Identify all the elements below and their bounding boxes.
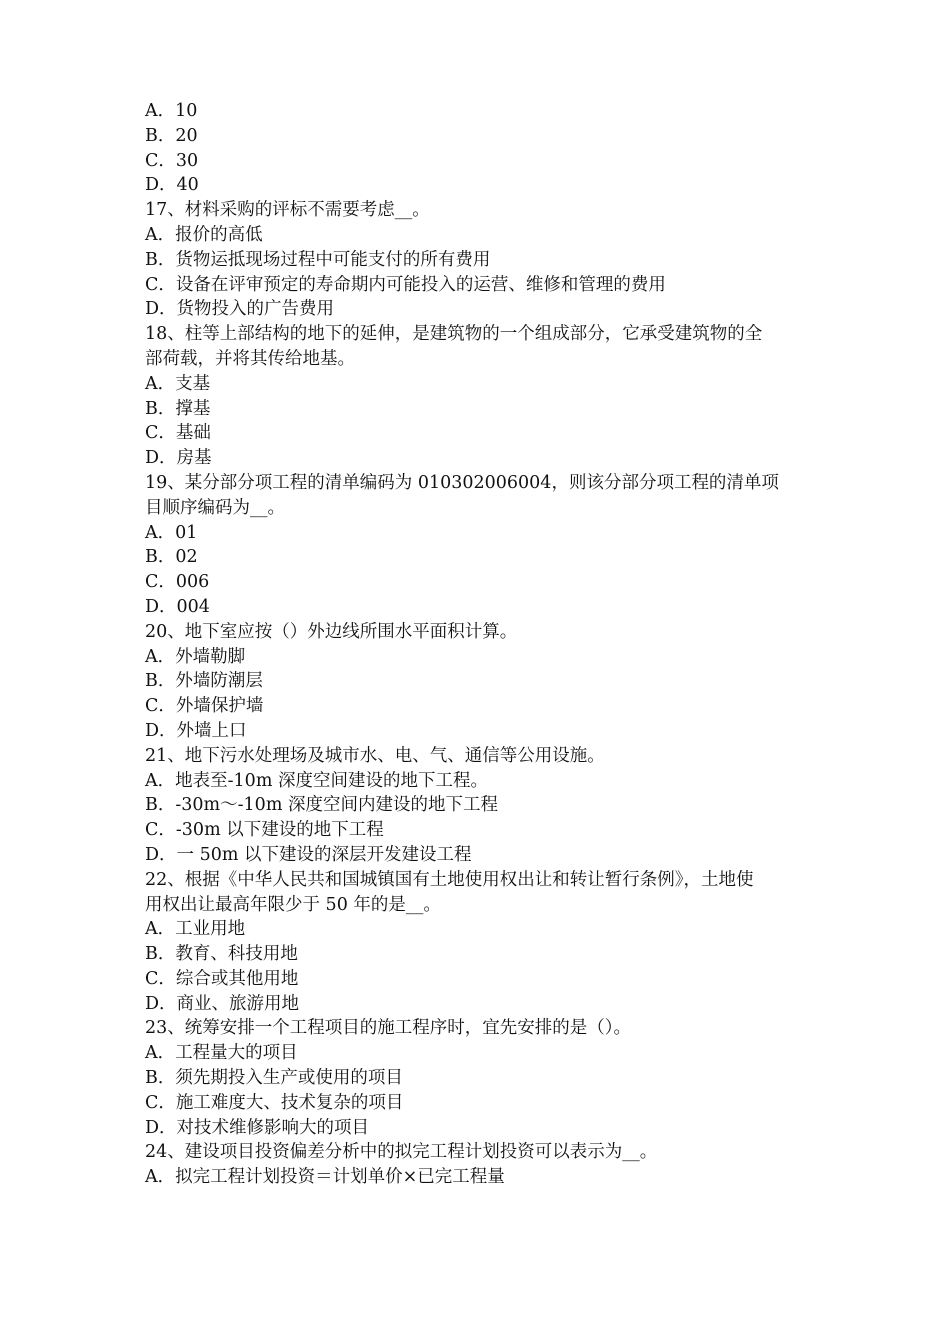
option-line: A．支基	[145, 373, 211, 394]
option-line: C．基础	[145, 423, 211, 444]
option-line: C．外墙保护墙	[145, 696, 264, 717]
option-line: B．外墙防潮层	[145, 671, 263, 692]
option-line: B．02	[145, 547, 198, 568]
option-line: A．工业用地	[145, 919, 246, 940]
question-line: 21、地下污水处理场及城市水、电、气、通信等公用设施。	[145, 745, 605, 766]
option-line: C．综合或其他用地	[145, 968, 299, 989]
option-line: B．20	[145, 125, 198, 146]
document-body	[145, 99, 810, 1190]
question-line: 22、根据《中华人民共和国城镇国有土地使用权出让和转让暂行条例》，土地使	[145, 869, 754, 890]
option-line: D．一 50m 以下建设的深层开发建设工程	[145, 844, 472, 865]
option-line: B．教育、科技用地	[145, 944, 298, 965]
question-line: 用权出让最高年限少于 50 年的是__。	[145, 894, 441, 915]
option-line: D．外墙上口	[145, 720, 247, 741]
option-line: B．须先期投入生产或使用的项目	[145, 1068, 403, 1089]
option-line: A．01	[145, 522, 198, 543]
option-line: B．-30m～-10m 深度空间内建设的地下工程	[145, 795, 498, 816]
question-line: 20、地下室应按（）外边线所围水平面积计算。	[145, 621, 518, 642]
option-line: A．地表至-10m 深度空间建设的地下工程。	[145, 770, 488, 791]
question-line: 部荷载，并将其传给地基。	[145, 348, 355, 369]
option-line: D．商业、旅游用地	[145, 993, 300, 1014]
question-line: 目顺序编码为__。	[145, 497, 285, 518]
option-line: D．货物投入的广告费用	[145, 299, 335, 320]
option-line: D．40	[145, 175, 199, 196]
question-line: 18、柱等上部结构的地下的延伸，是建筑物的一个组成部分，它承受建筑物的全	[145, 324, 763, 345]
option-line: D．房基	[145, 448, 212, 469]
option-line: B．撑基	[145, 398, 211, 419]
option-line: C．006	[145, 572, 210, 593]
option-line: D．004	[145, 596, 210, 617]
question-line: 19、某分部分项工程的清单编码为 010302006004，则该分部分项工程的清单项	[145, 472, 779, 493]
option-line: A．拟完工程计划投资＝计划单价×已完工程量	[145, 1167, 505, 1188]
question-line: 24、建设项目投资偏差分析中的拟完工程计划投资可以表示为__。	[145, 1142, 658, 1163]
option-line: A．工程量大的项目	[145, 1043, 298, 1064]
option-line: C．-30m 以下建设的地下工程	[145, 820, 384, 841]
option-line: C．设备在评审预定的寿命期内可能投入的运营、维修和管理的费用	[145, 274, 666, 295]
option-line: B．货物运抵现场过程中可能支付的所有费用	[145, 249, 491, 270]
option-line: A．外墙勒脚	[145, 646, 246, 667]
question-line: 17、材料采购的评标不需要考虑__。	[145, 200, 430, 221]
option-line: A．10	[145, 101, 198, 121]
option-line: A．报价的高低	[145, 224, 263, 245]
option-line: C．30	[145, 150, 199, 171]
question-line: 23、统筹安排一个工程项目的施工程序时，宜先安排的是（）。	[145, 1018, 632, 1039]
option-line: C．施工难度大、技术复杂的项目	[145, 1092, 404, 1113]
option-line: D．对技术维修影响大的项目	[145, 1117, 370, 1138]
